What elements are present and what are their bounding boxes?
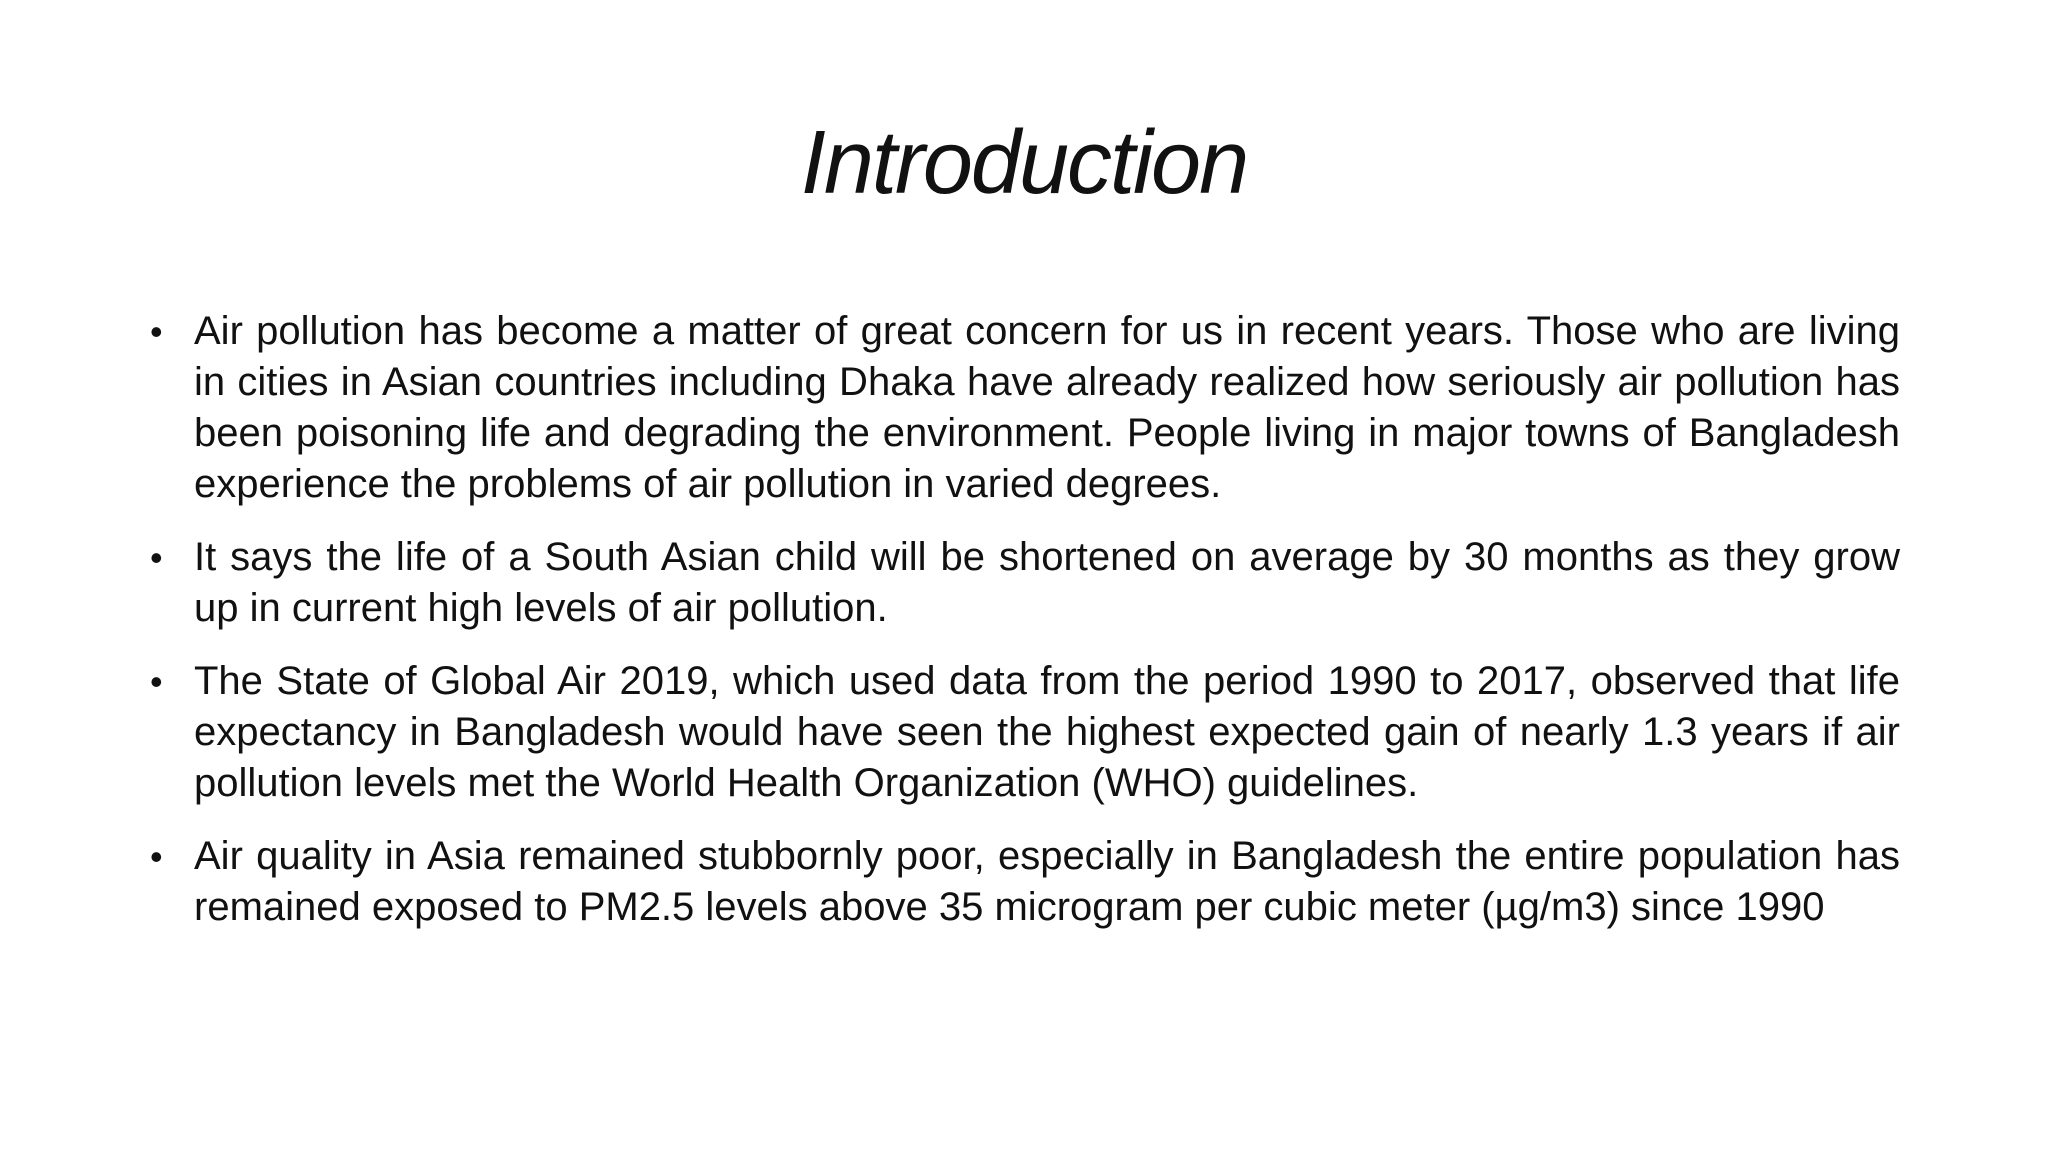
bullet-text: It says the life of a South Asian child will be shortened on average by 30 months as they grow up in current high levels of air pollution. [194,535,1900,630]
bullet-item [148,656,1900,809]
bullet-text: Air pollution has become a matter of great concern for us in recent years. Those who are living in cities in Asian countries including Dhaka have already realized how seriously air pollution has been poisoning life and degrading the environment. People living in major towns of Bangladesh experience the problems of air pollution in varied degrees. [194,309,1900,506]
bullet-dot-icon: • [150,311,163,352]
bullet-item [148,306,1900,510]
bullet-text: The State of Global Air 2019, which used data from the period 1990 to 2017, observed that life expectancy in Bangladesh would have seen the highest expected gain of nearly 1.3 years if air pollution levels met the World Health Organization (WHO) guidelines. [194,659,1900,805]
bullet-dot-icon: • [150,836,163,877]
bullet-item [148,532,1900,634]
bullet-list [148,306,1900,955]
bullet-dot-icon: • [150,537,163,578]
bullet-dot-icon: • [150,661,163,702]
bullet-item [148,831,1900,933]
slide-title: Introduction [800,113,1248,213]
bullet-text: Air quality in Asia remained stubbornly poor, especially in Bangladesh the entire population has remained exposed to PM2.5 levels above 35 microgram per cubic meter (µg/m3) since 1990 [194,834,1900,929]
